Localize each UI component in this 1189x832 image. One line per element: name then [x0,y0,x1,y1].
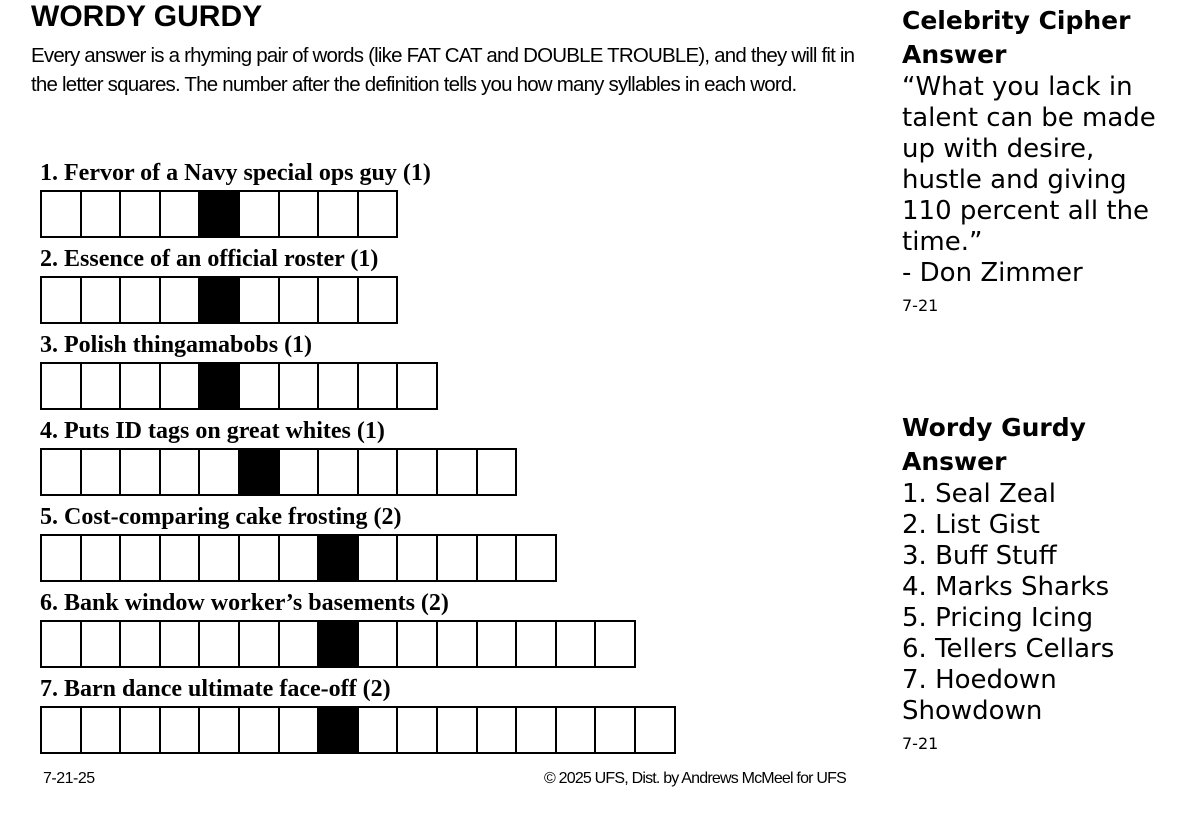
letter-square[interactable] [280,362,320,410]
puzzle-title: WORDY GURDY [31,0,263,33]
letter-square[interactable] [42,362,82,410]
answer-item: 4. Marks Sharks [902,572,1110,602]
letter-square[interactable] [280,190,320,238]
clue-text: 5. Cost-comparing cake frosting (2) [40,504,402,530]
cipher-answer-quote: “What you lack in talent can be made up with desire, hustle and giving 110 percent all the time.” [902,72,1156,257]
letter-square[interactable] [636,706,676,754]
letter-square[interactable] [517,620,557,668]
letter-square[interactable] [280,706,320,754]
clue-text: 2. Essence of an official roster (1) [40,246,379,272]
letter-square[interactable] [359,190,399,238]
letter-square[interactable] [161,534,201,582]
letter-grid [40,362,438,410]
letter-square[interactable] [82,448,122,496]
letter-grid [40,534,557,582]
letter-square[interactable] [42,190,82,238]
letter-square[interactable] [161,620,201,668]
letter-square[interactable] [240,706,280,754]
letter-square[interactable] [121,534,161,582]
letter-square[interactable] [517,534,557,582]
letter-square[interactable] [200,620,240,668]
letter-square[interactable] [200,448,240,496]
blank-separator-square [319,534,359,582]
letter-square[interactable] [319,362,359,410]
letter-square[interactable] [82,276,122,324]
letter-square[interactable] [596,706,636,754]
letter-square[interactable] [121,276,161,324]
cipher-answer-date: 7-21 [902,296,939,315]
letter-square[interactable] [121,448,161,496]
clue-text: 1. Fervor of a Navy special ops guy (1) [40,160,431,186]
clue-text: 3. Polish thingamabobs (1) [40,332,313,358]
letter-square[interactable] [161,362,201,410]
letter-square[interactable] [240,534,280,582]
letter-grid [40,706,676,754]
clue-text: 6. Bank window worker’s basements (2) [40,590,449,616]
letter-square[interactable] [398,448,438,496]
letter-square[interactable] [121,620,161,668]
wordy-answer-list [902,479,1182,727]
letter-square[interactable] [517,706,557,754]
answer-item: 2. List Gist [902,510,1040,540]
wordy-answer-heading: Wordy Gurdy Answer [902,413,1086,476]
letter-grid [40,276,398,324]
letter-square[interactable] [557,620,597,668]
letter-square[interactable] [161,276,201,324]
answer-item: 1. Seal Zeal [902,479,1056,509]
letter-square[interactable] [398,706,438,754]
letter-square[interactable] [82,362,122,410]
letter-square[interactable] [121,190,161,238]
letter-square[interactable] [42,706,82,754]
letter-square[interactable] [240,190,280,238]
wordy-answer-panel [902,411,1182,757]
letter-square[interactable] [280,620,320,668]
answer-item: 5. Pricing Icing [902,603,1094,633]
cipher-answer-heading: Celebrity Cipher Answer [902,6,1131,69]
letter-square[interactable] [240,362,280,410]
letter-square[interactable] [240,276,280,324]
letter-square[interactable] [438,448,478,496]
letter-square[interactable] [280,276,320,324]
letter-square[interactable] [359,534,399,582]
letter-square[interactable] [42,276,82,324]
letter-square[interactable] [82,534,122,582]
letter-square[interactable] [478,706,518,754]
blank-separator-square [200,362,240,410]
cipher-answer-panel [902,4,1182,319]
letter-square[interactable] [359,448,399,496]
blank-separator-square [240,448,280,496]
letter-square[interactable] [42,448,82,496]
letter-square[interactable] [319,190,359,238]
letter-square[interactable] [82,190,122,238]
clue-text: 4. Puts ID tags on great whites (1) [40,418,385,444]
letter-square[interactable] [42,620,82,668]
answer-item: 3. Buff Stuff [902,541,1057,571]
letter-square[interactable] [161,448,201,496]
clue-text: 7. Barn dance ultimate face-off (2) [40,676,391,702]
answer-item: 7. Hoedown Showdown [902,665,1057,726]
blank-separator-square [319,620,359,668]
footer-date: 7-21-25 [43,770,95,787]
letter-square[interactable] [398,362,438,410]
blank-separator-square [200,276,240,324]
letter-square[interactable] [438,620,478,668]
letter-square[interactable] [280,448,320,496]
letter-square[interactable] [478,448,518,496]
copyright-notice: © 2025 UFS, Dist. by Andrews McMeel for UFS [544,770,846,787]
letter-square[interactable] [319,276,359,324]
letter-square[interactable] [596,620,636,668]
letter-square[interactable] [319,448,359,496]
letter-square[interactable] [478,534,518,582]
letter-square[interactable] [82,620,122,668]
letter-square[interactable] [82,706,122,754]
answer-item: 6. Tellers Cellars [902,634,1115,664]
letter-square[interactable] [398,620,438,668]
letter-square[interactable] [280,534,320,582]
letter-grid [40,620,636,668]
wordy-answer-date: 7-21 [902,734,939,753]
letter-square[interactable] [359,276,399,324]
letter-square[interactable] [398,534,438,582]
letter-square[interactable] [200,706,240,754]
letter-square[interactable] [121,706,161,754]
letter-square[interactable] [557,706,597,754]
letter-grid [40,448,517,496]
letter-square[interactable] [42,534,82,582]
letter-square[interactable] [359,620,399,668]
letter-square[interactable] [438,534,478,582]
blank-separator-square [319,706,359,754]
cipher-answer-attribution: - Don Zimmer [902,258,1083,288]
letter-square[interactable] [478,620,518,668]
letter-square[interactable] [161,190,201,238]
letter-square[interactable] [359,706,399,754]
blank-separator-square [200,190,240,238]
letter-square[interactable] [200,534,240,582]
letter-square[interactable] [121,362,161,410]
letter-square[interactable] [161,706,201,754]
letter-square[interactable] [438,706,478,754]
puzzle-instructions: Every answer is a rhyming pair of words (like FAT CAT and DOUBLE TROUBLE), and they will fit in the letter squares. The number after the definition tells you how many syllables in each word. [31,44,855,96]
letter-grid [40,190,398,238]
letter-square[interactable] [240,620,280,668]
letter-square[interactable] [359,362,399,410]
